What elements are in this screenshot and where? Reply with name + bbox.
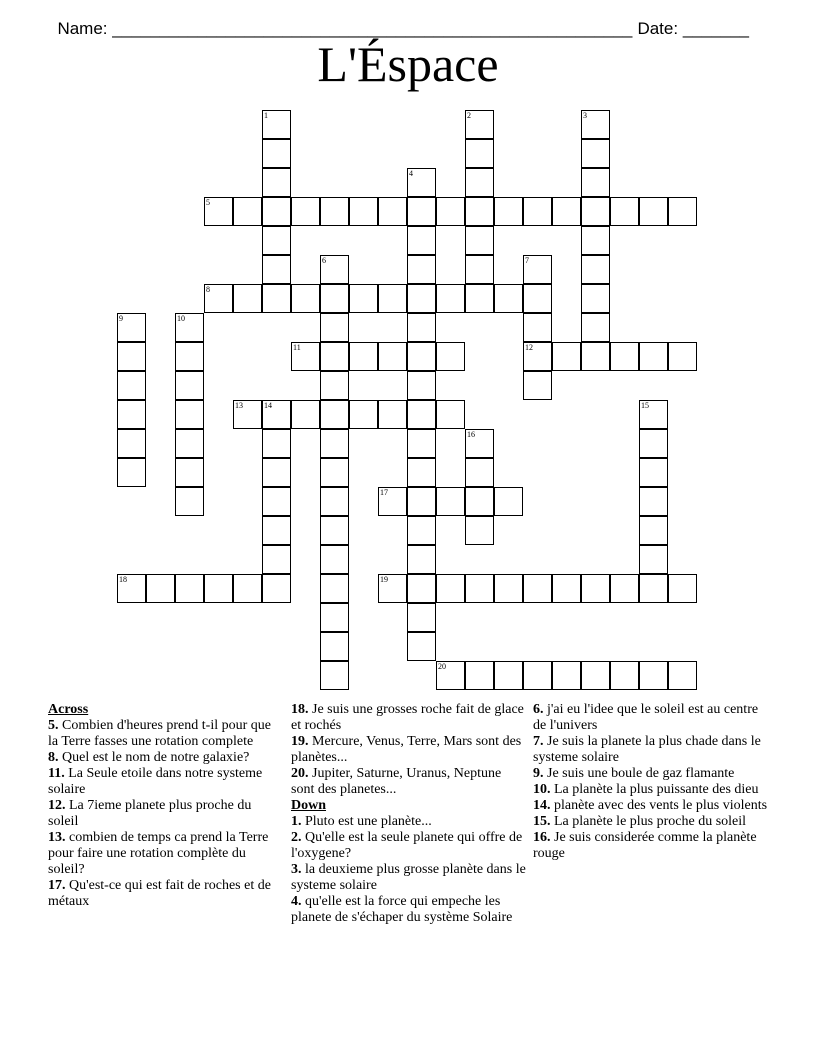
clue-number: 10. — [533, 782, 551, 797]
clue-text: Quel est le nom de notre galaxie? — [62, 750, 250, 765]
grid-cell[interactable] — [407, 342, 436, 371]
grid-cell[interactable] — [494, 574, 523, 603]
grid-cell[interactable] — [407, 603, 436, 632]
grid-cell[interactable] — [407, 545, 436, 574]
grid-cell[interactable] — [320, 603, 349, 632]
clue-number-label: 19 — [380, 575, 388, 584]
grid-cell[interactable] — [407, 197, 436, 226]
grid-cell[interactable] — [610, 197, 639, 226]
clue-number: 4. — [291, 894, 302, 909]
grid-cell[interactable] — [262, 139, 291, 168]
grid-cell[interactable] — [465, 226, 494, 255]
grid-cell[interactable] — [581, 661, 610, 690]
clue-number: 5. — [48, 718, 59, 733]
clue-number: 18. — [291, 702, 309, 717]
clue-item — [533, 830, 769, 862]
clue-item — [533, 814, 769, 830]
grid-cell[interactable] — [407, 313, 436, 342]
grid-cell[interactable] — [465, 661, 494, 690]
grid-cell[interactable] — [639, 574, 668, 603]
grid-cell[interactable] — [465, 516, 494, 545]
grid-cell[interactable] — [407, 632, 436, 661]
clue-item — [48, 830, 284, 878]
grid-cell[interactable] — [436, 284, 465, 313]
grid-cell[interactable] — [436, 487, 465, 516]
grid-cell[interactable] — [639, 487, 668, 516]
clue-text: La Seule etoile dans notre systeme solaire — [48, 766, 263, 797]
grid-cell[interactable] — [262, 168, 291, 197]
grid-cell[interactable] — [407, 516, 436, 545]
grid-cell[interactable] — [610, 342, 639, 371]
clue-number-label: 15 — [641, 401, 649, 410]
grid-cell[interactable] — [494, 197, 523, 226]
clue-number-label: 2 — [467, 111, 471, 120]
grid-cell[interactable] — [175, 429, 204, 458]
clue-text: Combien d'heures prend t-il pour que la Terre fasses une rotation complete — [48, 718, 271, 749]
grid-cell[interactable] — [320, 516, 349, 545]
grid-cell[interactable] — [523, 197, 552, 226]
grid-cell[interactable] — [465, 168, 494, 197]
grid-cell[interactable] — [581, 255, 610, 284]
grid-cell[interactable] — [262, 574, 291, 603]
grid-cell[interactable] — [465, 574, 494, 603]
clue-item — [291, 814, 527, 830]
clue-text: Je suis une grosses roche fait de glace et rochés — [291, 702, 524, 733]
clue-text: La planète le plus proche du soleil — [554, 814, 747, 829]
grid-cell[interactable] — [639, 516, 668, 545]
grid-cell[interactable] — [233, 574, 262, 603]
clue-text: Je suis considerée comme la planète rouge — [533, 830, 757, 861]
grid-cell[interactable] — [175, 458, 204, 487]
clue-number: 7. — [533, 734, 544, 749]
grid-cell[interactable] — [407, 226, 436, 255]
clue-number: 3. — [291, 862, 302, 877]
clue-number: 13. — [48, 830, 66, 845]
grid-cell[interactable] — [175, 574, 204, 603]
clue-item — [291, 734, 527, 766]
grid-cell[interactable] — [465, 284, 494, 313]
clue-number-label: 8 — [206, 285, 210, 294]
grid-cell[interactable] — [262, 458, 291, 487]
grid-cell[interactable] — [320, 661, 349, 690]
grid-cell[interactable] — [320, 545, 349, 574]
clue-number-label: 3 — [583, 111, 587, 120]
grid-cell[interactable] — [378, 284, 407, 313]
grid-cell[interactable] — [552, 342, 581, 371]
grid-cell[interactable] — [378, 342, 407, 371]
grid-cell[interactable] — [610, 574, 639, 603]
grid-cell[interactable] — [262, 226, 291, 255]
grid-cell[interactable] — [146, 574, 175, 603]
grid-cell[interactable] — [523, 313, 552, 342]
grid-cell[interactable] — [436, 197, 465, 226]
grid-cell[interactable] — [407, 255, 436, 284]
clue-column-1 — [48, 702, 284, 910]
clue-column-2 — [291, 702, 527, 926]
clue-item — [291, 702, 527, 734]
clue-number-label: 11 — [293, 343, 301, 352]
clue-number-label: 14 — [264, 401, 272, 410]
clue-text: Qu'est-ce qui est fait de roches et de métaux — [48, 878, 271, 909]
clue-text: Je suis la planete la plus chade dans le systeme solaire — [533, 734, 761, 765]
grid-cell[interactable] — [407, 487, 436, 516]
date-line: _______ — [682, 19, 750, 38]
clue-number-label: 18 — [119, 575, 127, 584]
clue-number-label: 16 — [467, 430, 475, 439]
grid-cell[interactable] — [581, 197, 610, 226]
clue-item — [48, 766, 284, 798]
grid-cell[interactable] — [117, 458, 146, 487]
grid-cell[interactable] — [320, 458, 349, 487]
clue-item — [291, 766, 527, 798]
clue-number: 14. — [533, 798, 551, 813]
clue-text: La 7ieme planete plus proche du soleil — [48, 798, 252, 829]
grid-cell[interactable] — [581, 284, 610, 313]
clue-number: 6. — [533, 702, 544, 717]
clue-item — [533, 702, 769, 734]
clue-text: planète avec des vents le plus violents — [554, 798, 768, 813]
grid-cell[interactable] — [639, 661, 668, 690]
clue-number-label: 9 — [119, 314, 123, 323]
grid-cell[interactable] — [668, 574, 697, 603]
grid-cell[interactable] — [407, 429, 436, 458]
grid-cell[interactable] — [523, 371, 552, 400]
clue-text: Jupiter, Saturne, Uranus, Neptune sont des planetes... — [291, 766, 502, 797]
clue-item — [48, 718, 284, 750]
clue-column-3 — [533, 702, 769, 862]
grid-cell[interactable] — [349, 284, 378, 313]
clue-number-label: 1 — [264, 111, 268, 120]
grid-cell[interactable] — [465, 197, 494, 226]
date-label: Date: — [637, 19, 679, 38]
clue-text: la deuxieme plus grosse planète dans le systeme solaire — [291, 862, 526, 893]
grid-cell[interactable] — [581, 139, 610, 168]
grid-cell[interactable] — [668, 342, 697, 371]
clue-text: Mercure, Venus, Terre, Mars sont des planètes... — [291, 734, 522, 765]
clue-item — [48, 798, 284, 830]
grid-cell[interactable] — [523, 661, 552, 690]
clue-number: 15. — [533, 814, 551, 829]
grid-cell[interactable] — [465, 255, 494, 284]
grid-cell[interactable] — [291, 284, 320, 313]
clue-text: qu'elle est la force qui empeche les planete de s'échaper du système Solaire — [291, 894, 513, 925]
grid-cell[interactable] — [378, 400, 407, 429]
clue-number: 1. — [291, 814, 302, 829]
grid-cell[interactable] — [407, 574, 436, 603]
grid-cell[interactable] — [639, 458, 668, 487]
grid-cell[interactable] — [262, 429, 291, 458]
grid-cell[interactable] — [436, 574, 465, 603]
clue-number: 16. — [533, 830, 551, 845]
clue-item — [291, 830, 527, 862]
clue-item — [533, 798, 769, 814]
clue-number: 12. — [48, 798, 66, 813]
grid-cell[interactable] — [204, 574, 233, 603]
grid-cell[interactable] — [494, 487, 523, 516]
grid-cell[interactable] — [523, 284, 552, 313]
clue-number: 19. — [291, 734, 309, 749]
grid-cell[interactable] — [262, 516, 291, 545]
grid-cell[interactable] — [262, 487, 291, 516]
clue-number-label: 17 — [380, 488, 388, 497]
grid-cell[interactable] — [581, 168, 610, 197]
grid-cell[interactable] — [320, 284, 349, 313]
clue-text: j'ai eu l'idee que le soleil est au centre de l'univers — [533, 702, 759, 733]
grid-cell[interactable] — [175, 342, 204, 371]
grid-cell[interactable] — [523, 574, 552, 603]
clue-item — [291, 894, 527, 926]
clue-text: Pluto est une planète... — [305, 814, 432, 829]
clue-text: La planète la plus puissante des dieu — [554, 782, 759, 797]
grid-cell[interactable] — [349, 400, 378, 429]
grid-cell[interactable] — [581, 226, 610, 255]
grid-cell[interactable] — [581, 313, 610, 342]
grid-cell[interactable] — [465, 139, 494, 168]
clue-number-label: 20 — [438, 662, 446, 671]
clue-text: combien de temps ca prend la Terre pour faire une rotation complète du soleil? — [48, 830, 269, 877]
grid-cell[interactable] — [436, 342, 465, 371]
clue-item — [291, 862, 527, 894]
grid-cell[interactable] — [117, 342, 146, 371]
grid-cell[interactable] — [668, 661, 697, 690]
grid-cell[interactable] — [117, 429, 146, 458]
grid-cell[interactable] — [552, 197, 581, 226]
grid-cell[interactable] — [175, 487, 204, 516]
grid-cell[interactable] — [407, 371, 436, 400]
clue-number: 17. — [48, 878, 66, 893]
clue-number: 20. — [291, 766, 309, 781]
clue-item — [533, 766, 769, 782]
grid-cell[interactable] — [581, 574, 610, 603]
grid-cell[interactable] — [117, 400, 146, 429]
page-title: L'Éspace — [317, 36, 499, 92]
grid-cell[interactable] — [320, 400, 349, 429]
grid-cell[interactable] — [349, 197, 378, 226]
grid-cell[interactable] — [262, 255, 291, 284]
grid-cell[interactable] — [407, 400, 436, 429]
grid-cell[interactable] — [320, 342, 349, 371]
grid-cell[interactable] — [465, 487, 494, 516]
name-label: Name: — [57, 19, 108, 38]
clue-number-label: 12 — [525, 343, 533, 352]
clue-item — [533, 782, 769, 798]
clue-item — [48, 878, 284, 910]
clue-text: Je suis une boule de gaz flamante — [547, 766, 735, 781]
grid-cell[interactable] — [552, 574, 581, 603]
clue-item — [533, 734, 769, 766]
grid-cell[interactable] — [639, 429, 668, 458]
grid-cell[interactable] — [610, 661, 639, 690]
grid-cell[interactable] — [407, 458, 436, 487]
grid-cell[interactable] — [552, 661, 581, 690]
grid-cell[interactable] — [349, 342, 378, 371]
grid-cell[interactable] — [175, 400, 204, 429]
grid-cell[interactable] — [262, 284, 291, 313]
down-heading: Down — [291, 798, 327, 813]
grid-cell[interactable] — [291, 400, 320, 429]
clue-number: 2. — [291, 830, 302, 845]
clue-text: Qu'elle est la seule planete qui offre de l'oxygene? — [291, 830, 523, 861]
clue-number-label: 5 — [206, 198, 210, 207]
grid-cell[interactable] — [262, 545, 291, 574]
across-heading: Across — [48, 702, 89, 717]
clue-number: 9. — [533, 766, 544, 781]
grid-cell[interactable] — [291, 197, 320, 226]
clue-number: 8. — [48, 750, 59, 765]
grid-cell[interactable] — [233, 284, 262, 313]
grid-cell[interactable] — [436, 400, 465, 429]
grid-cell[interactable] — [320, 429, 349, 458]
grid-cell[interactable] — [639, 197, 668, 226]
grid-cell[interactable] — [175, 371, 204, 400]
clue-number-label: 7 — [525, 256, 529, 265]
grid-cell[interactable] — [639, 342, 668, 371]
grid-cell[interactable] — [581, 342, 610, 371]
name-line: _______________________________________________________ — [112, 19, 633, 38]
clue-number-label: 4 — [409, 169, 413, 178]
grid-cell[interactable] — [378, 197, 407, 226]
grid-cell[interactable] — [320, 313, 349, 342]
clue-number-label: 13 — [235, 401, 243, 410]
grid-cell[interactable] — [320, 371, 349, 400]
grid-cell[interactable] — [494, 661, 523, 690]
clue-number-label: 6 — [322, 256, 326, 265]
grid-cell[interactable] — [320, 574, 349, 603]
grid-cell[interactable] — [320, 632, 349, 661]
clue-item — [48, 750, 284, 766]
grid-cell[interactable] — [494, 284, 523, 313]
grid-cell[interactable] — [639, 545, 668, 574]
grid-cell[interactable] — [117, 371, 146, 400]
clue-number: 11. — [48, 766, 65, 781]
grid-cell[interactable] — [233, 197, 262, 226]
grid-cell[interactable] — [320, 197, 349, 226]
grid-cell[interactable] — [407, 284, 436, 313]
grid-cell[interactable] — [465, 458, 494, 487]
clue-number-label: 10 — [177, 314, 185, 323]
grid-cell[interactable] — [668, 197, 697, 226]
grid-cell[interactable] — [320, 487, 349, 516]
grid-cell[interactable] — [262, 197, 291, 226]
